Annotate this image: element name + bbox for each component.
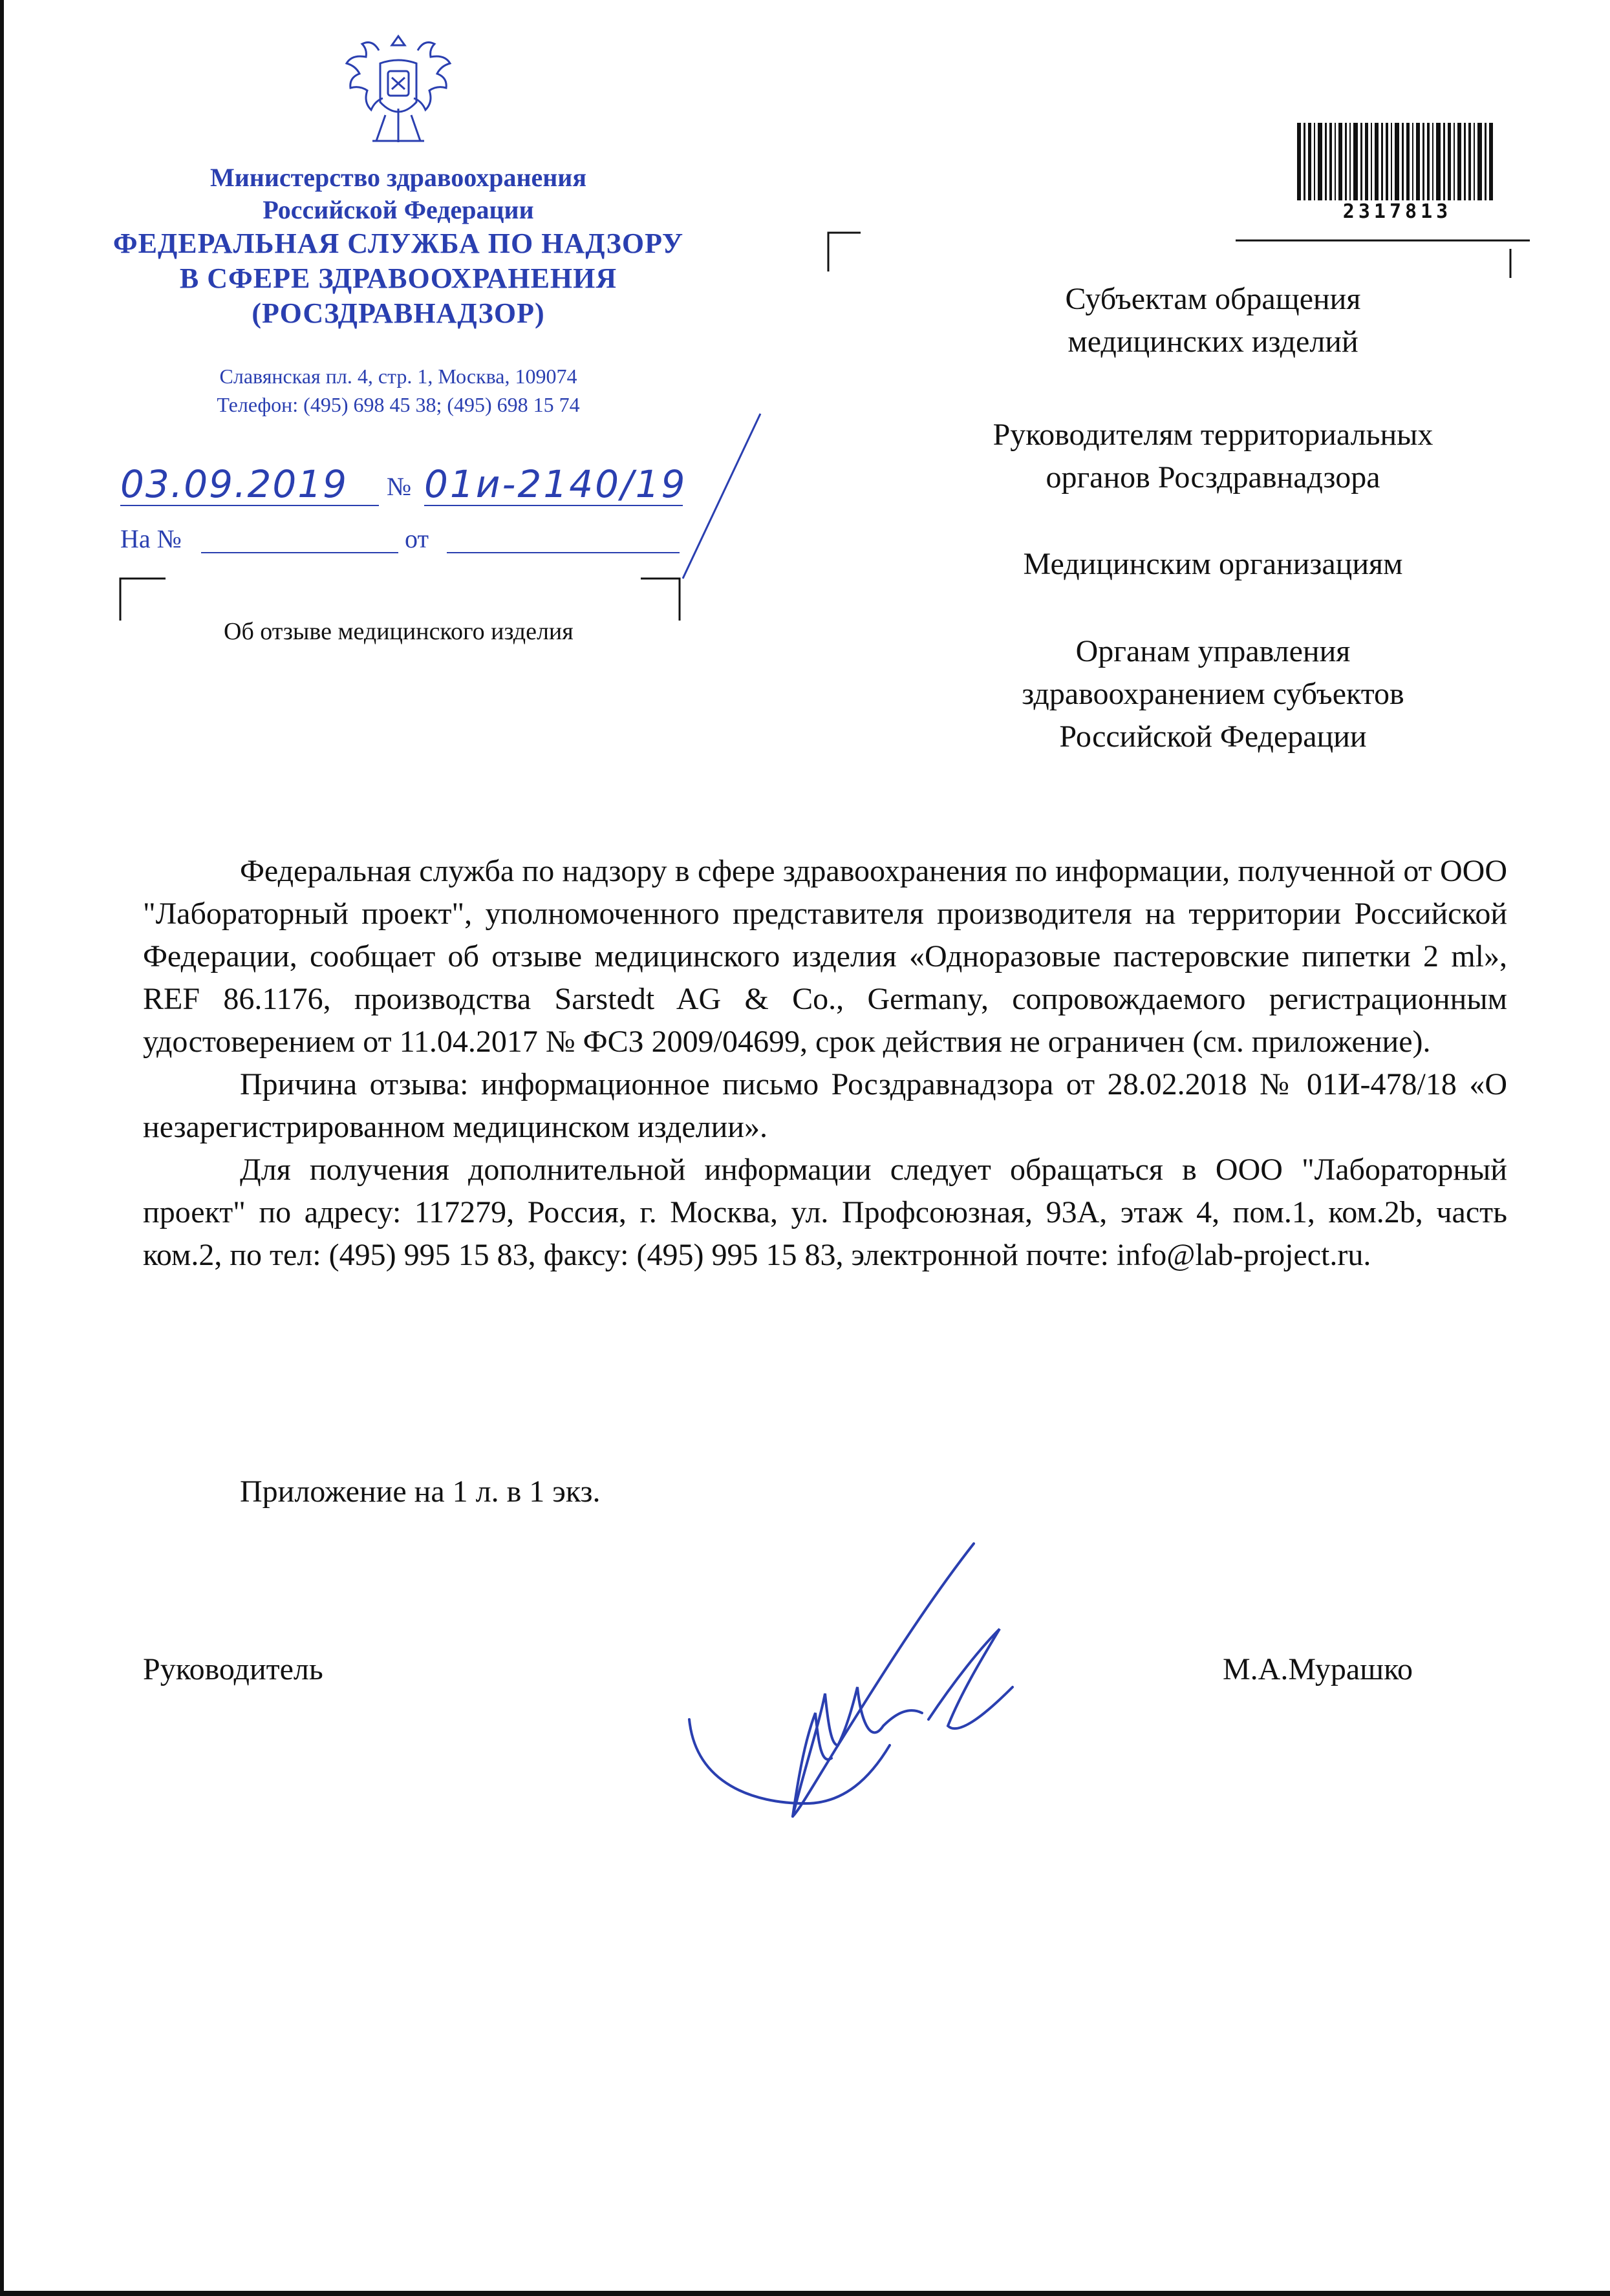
service-line2: В СФЕРЕ ЗДРАВООХРАНЕНИЯ [179,262,617,294]
addressee-1-line1: Субъектам обращения [1065,282,1361,316]
registration-number: 01и-2140/19 [424,462,687,506]
letter-subject: Об отзыве медицинского изделия [224,618,574,645]
handwritten-signature-icon [676,1532,1038,1829]
ministry-line1: Министерство здравоохранения [210,163,586,192]
letterhead-phone: Телефон: (495) 698 45 38; (495) 698 15 74 [217,393,580,416]
letter-body [143,850,1507,1277]
addressee-4-line3: Российской Федерации [1059,719,1367,754]
addressee-3-line1: Медицинским организациям [1023,547,1403,581]
body-paragraph-2: Причина отзыва: информационное письмо Росздравнадзора от 28.02.2018 № 01И-478/18 «О незарегистрированном медицинском изделии». [143,1067,1507,1144]
body-paragraph-1: Федеральная служба по надзору в сфере здравоохранения по информации, полученной от ООО "Лабораторный проект", уполномоченного представителя производителя на территории Российской Федерации, сообщает об отзыве медицинского изделия «Одноразовые пастеровские пипетки 2 ml», REF 86.1176, производства Sarstedt AG & Co., Germany, сопровождаемого регистрационным удостоверением от 11.04.2017 № ФСЗ 2009/04699, срок действия не ограничен (см. приложение). [143,854,1507,1059]
from-label: от [405,524,429,553]
addressee-4 [890,630,1536,758]
service-line3: (РОСЗДРАВНАДЗОР) [252,297,545,329]
signatory-name: М.А.Мурашко [1223,1652,1413,1686]
ministry-line2: Российской Федерации [263,195,534,224]
attachment-note: Приложение на 1 л. в 1 экз. [240,1474,601,1509]
addressee-4-line1: Органам управления [1075,634,1351,668]
barcode-number: 2317813 [1342,200,1452,223]
addressee-2-line1: Руководителям территориальных [993,418,1433,452]
addressee-2-line2: органов Росздравнадзора [1046,460,1380,494]
registration-date: 03.09.2019 [120,462,349,506]
number-label: № [387,472,412,501]
signatory-position: Руководитель [143,1652,323,1686]
letterhead-address: Славянская пл. 4, стр. 1, Москва, 109074 [219,365,577,388]
service-line1: ФЕДЕРАЛЬНАЯ СЛУЖБА ПО НАДЗОРУ [113,228,684,259]
addressee-4-line2: здравоохранением субъектов [1022,677,1404,711]
addressee-1 [890,278,1536,363]
addressee-3 [890,543,1536,586]
addressee-1-line2: медицинских изделий [1068,324,1358,359]
on-number-label: На № [120,524,182,553]
addressee-2 [890,414,1536,499]
body-paragraph-3: Для получения дополнительной информации следует обращаться в ООО "Лабораторный проект" по адресу: 117279, Россия, г. Москва, ул. Профсоюзная, 93А, этаж 4, пом.1, ком.2b, часть ком.2, по тел: (495) 995 15 83, факсу: (495) 995 15 83, электронной почте: info@lab-project.ru. [143,1153,1507,1272]
